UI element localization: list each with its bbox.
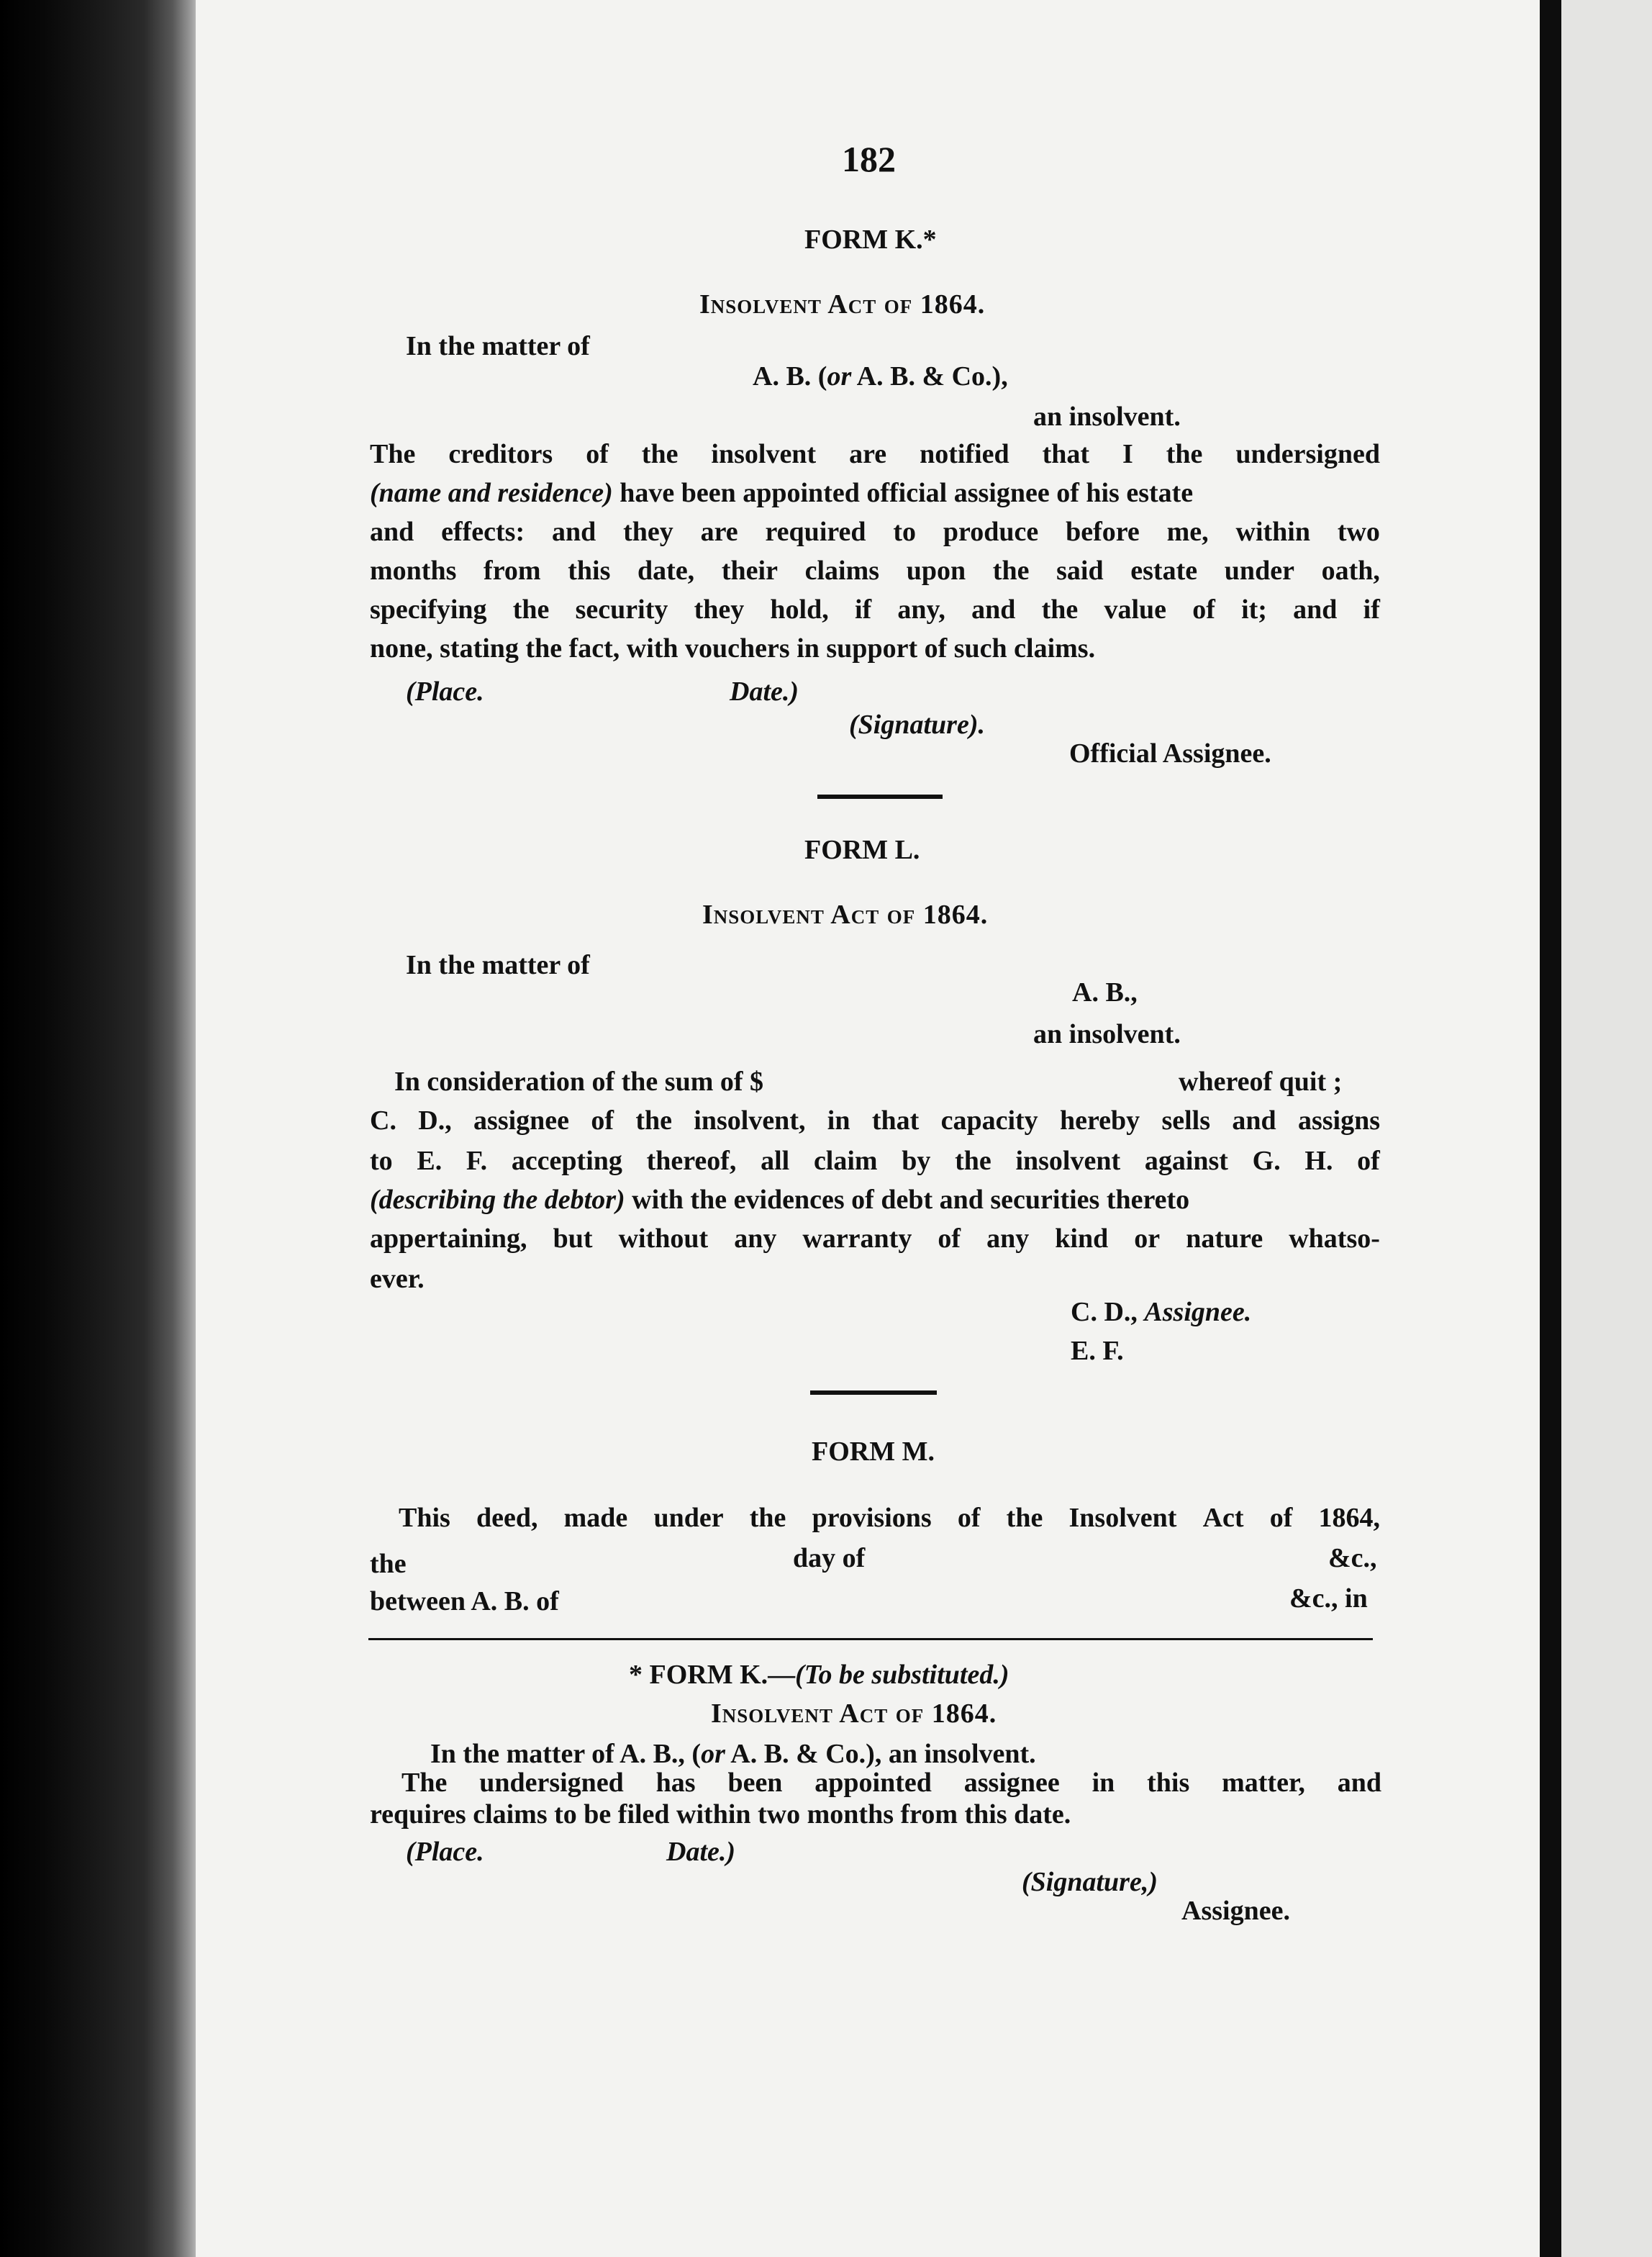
page-number: 182 — [842, 139, 896, 179]
footnote-place: (Place. — [406, 1837, 484, 1867]
form-l-signature-ef: E. F. — [1071, 1336, 1124, 1366]
form-l-title: FORM L. — [804, 835, 920, 865]
form-l-body-line: C. D., assignee of the insolvent, in that capacity hereby sells and assigns — [370, 1105, 1380, 1136]
form-k-place: (Place. — [406, 677, 484, 707]
footnote-act: Insolvent Act of 1864. — [711, 1699, 997, 1729]
divider — [810, 1390, 937, 1395]
page-gutter — [1540, 0, 1561, 2257]
form-l-body-line: to E. F. accepting thereof, all claim by the insolvent against G. H. of — [370, 1146, 1380, 1176]
form-m-body-line: This deed, made under the provisions of the Insolvent Act of 1864, — [399, 1503, 1380, 1533]
form-m-body-line: between A. B. of — [370, 1586, 559, 1616]
footnote-body-line: In the matter of A. B., (or A. B. & Co.), an insolvent. — [430, 1739, 1036, 1769]
form-l-body-line: whereof quit ; — [1179, 1067, 1343, 1097]
form-m-body-line: &c., — [1328, 1543, 1377, 1573]
form-k-body-line: none, stating the fact, with vouchers in support of such claims. — [370, 633, 1096, 664]
form-l-body-line: In consideration of the sum of $ — [394, 1067, 764, 1097]
form-m-body-line: the — [370, 1549, 407, 1579]
form-l-body-line: appertaining, but without any warranty of any kind or nature whatso- — [370, 1224, 1380, 1254]
form-l-body-line: ever. — [370, 1264, 425, 1294]
form-k-insolvent: an insolvent. — [1033, 402, 1181, 432]
footnote-title: * FORM K.—(To be substituted.) — [629, 1660, 1009, 1690]
form-k-date: Date.) — [730, 677, 799, 707]
adjacent-page — [1561, 0, 1652, 2257]
footnote-body-line: requires claims to be filed within two months from this date. — [370, 1799, 1071, 1829]
divider — [817, 795, 943, 799]
form-m-body-line: &c., in — [1289, 1583, 1368, 1614]
form-k-title: FORM K.* — [804, 225, 937, 255]
form-k-signature: (Signature). — [849, 710, 985, 740]
footnote-date: Date.) — [666, 1837, 736, 1867]
form-l-act: Insolvent Act of 1864. — [702, 900, 989, 930]
footnote-body-line: The undersigned has been appointed assignee in this matter, and — [401, 1768, 1381, 1798]
book-spine — [0, 0, 201, 2257]
form-k-body-line: The creditors of the insolvent are notified that I the undersigned — [370, 439, 1380, 469]
form-l-party: A. B., — [1072, 977, 1138, 1008]
form-m-body-line: day of — [793, 1543, 866, 1573]
form-k-body-line: and effects: and they are required to produce before me, within two — [370, 517, 1380, 547]
form-k-official-assignee: Official Assignee. — [1069, 738, 1271, 769]
form-k-party: A. B. (or A. B. & Co.), — [753, 361, 1008, 392]
form-k-body-line: specifying the security they hold, if any, and the value of it; and if — [370, 594, 1380, 625]
form-l-insolvent: an insolvent. — [1033, 1019, 1181, 1049]
form-l-body-line: (describing the debtor) with the evidences of debt and securities thereto — [370, 1185, 1190, 1215]
form-k-act: Insolvent Act of 1864. — [699, 289, 986, 320]
form-l-signature-cd: C. D., Assignee. — [1071, 1297, 1252, 1327]
footnote-signature: (Signature,) — [1022, 1867, 1158, 1897]
form-l-matter-label: In the matter of — [406, 950, 590, 980]
footnote-rule — [368, 1638, 1373, 1640]
form-m-title: FORM M. — [812, 1437, 935, 1467]
form-k-body-line: (name and residence) have been appointed official assignee of his estate — [370, 478, 1194, 508]
form-k-body-line: months from this date, their claims upon the said estate under oath, — [370, 556, 1380, 586]
footnote-assignee: Assignee. — [1181, 1896, 1290, 1926]
form-k-matter-label: In the matter of — [406, 331, 590, 361]
